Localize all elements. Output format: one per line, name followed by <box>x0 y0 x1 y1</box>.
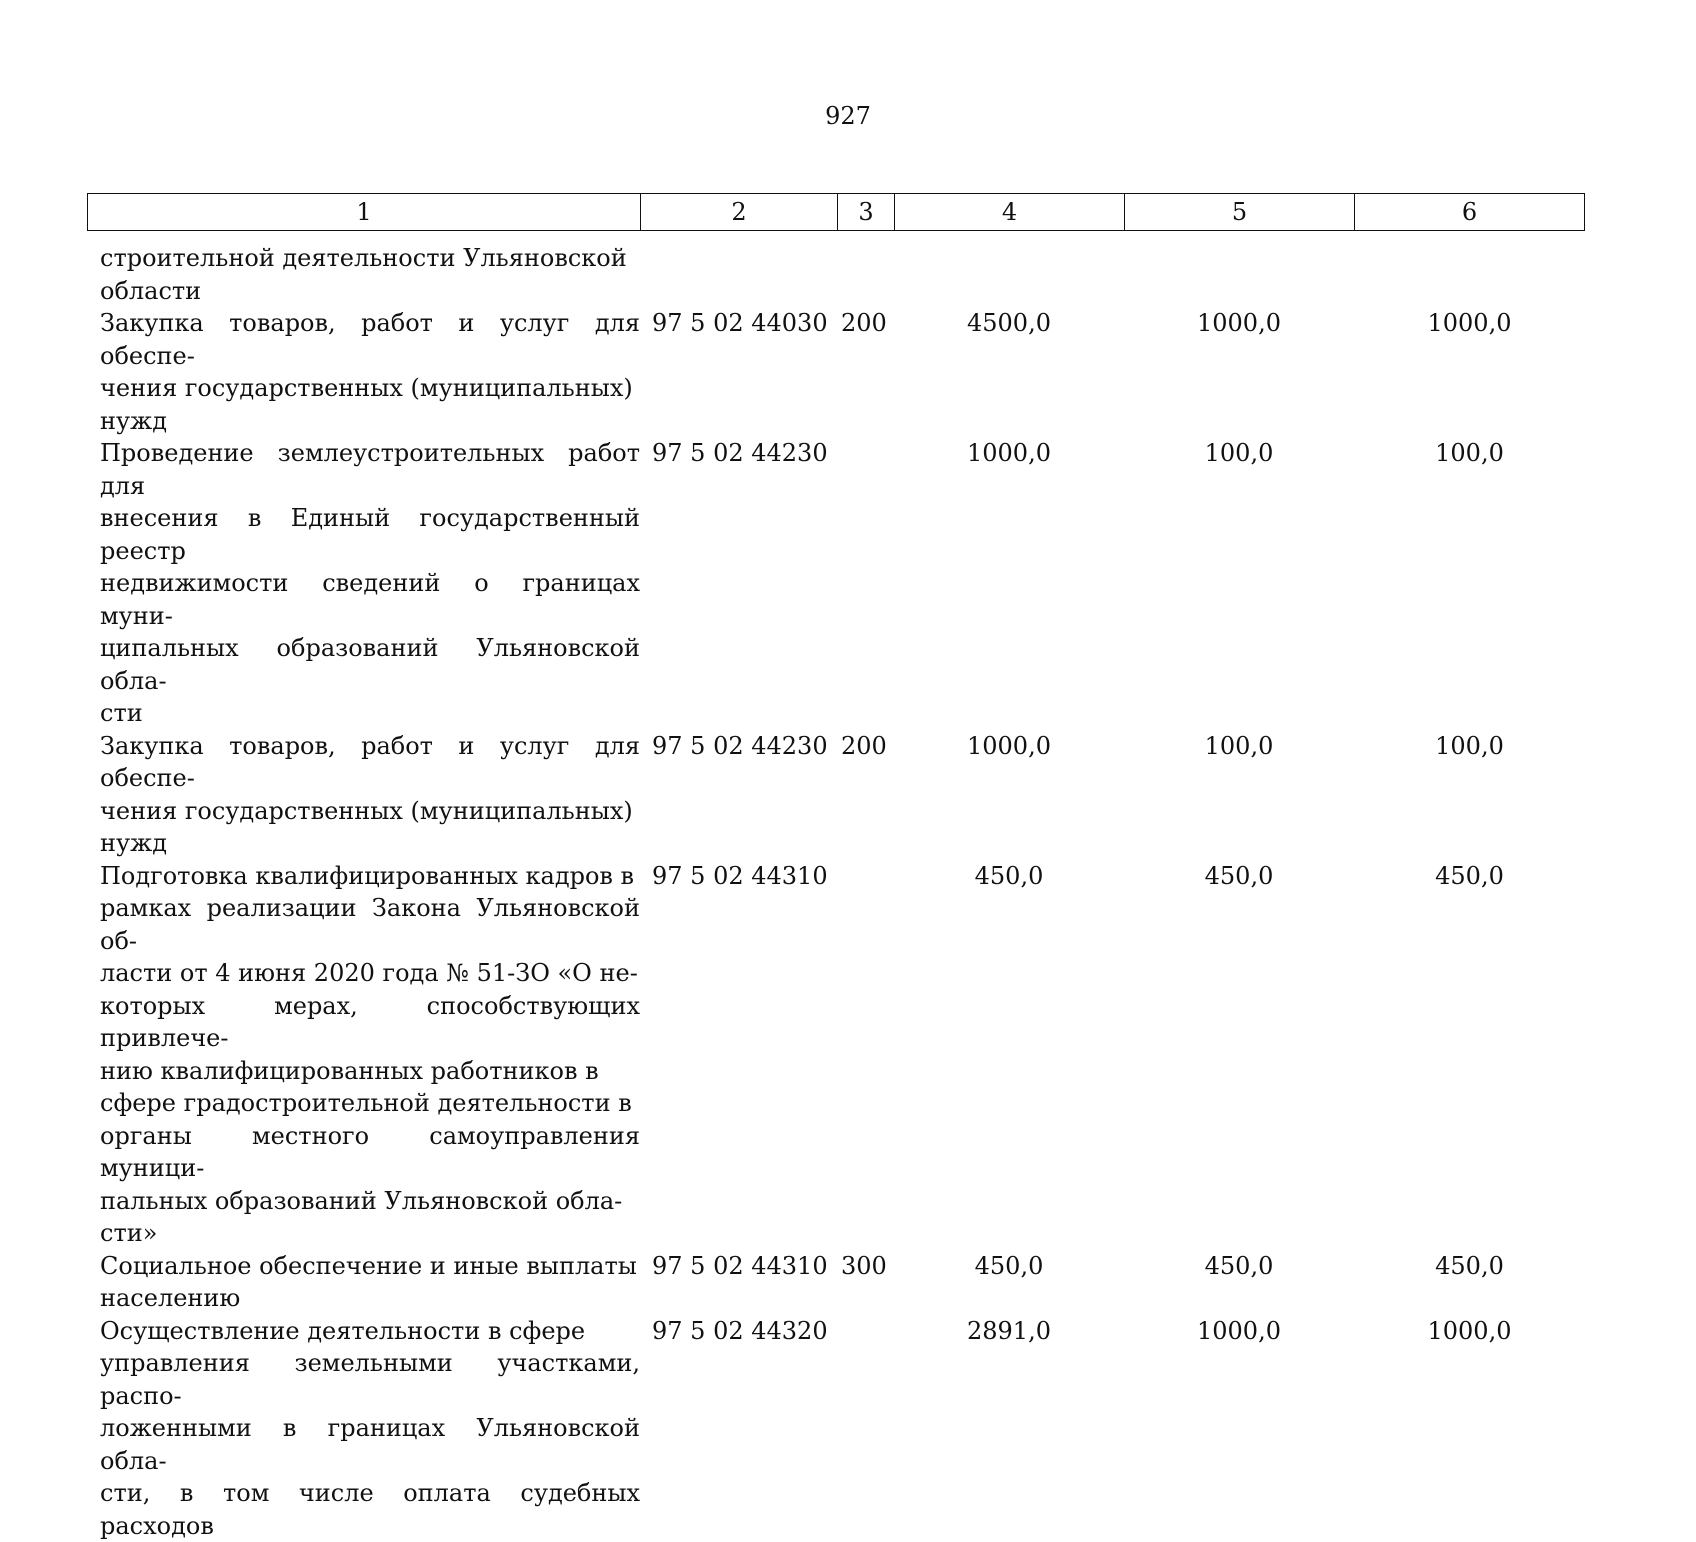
header-col-3: 3 <box>838 194 895 230</box>
row-value-5: 100,0 <box>1124 730 1354 860</box>
row-code: 97 5 02 44320 <box>640 1315 837 1542</box>
row-value-4 <box>894 242 1124 307</box>
row-kind <box>837 860 894 1250</box>
row-value-5: 1000,0 <box>1124 1315 1354 1542</box>
row-value-4: 450,0 <box>894 1250 1124 1315</box>
row-value-6: 1000,0 <box>1354 307 1585 437</box>
row-value-6 <box>1354 242 1585 307</box>
row-value-5: 450,0 <box>1124 860 1354 1250</box>
header-col-4: 4 <box>895 194 1125 230</box>
row-kind: 200 <box>837 730 894 860</box>
row-code: 97 5 02 44030 <box>640 307 837 437</box>
table-row <box>100 242 1585 307</box>
row-description: Закупка товаров, работ и услуг для обеспе- чения государственных (муниципальных) нужд <box>100 730 640 860</box>
row-value-5: 100,0 <box>1124 437 1354 730</box>
row-kind <box>837 1315 894 1542</box>
row-value-6: 100,0 <box>1354 437 1585 730</box>
row-value-4: 1000,0 <box>894 437 1124 730</box>
table-row <box>100 860 1585 1250</box>
row-value-4: 2891,0 <box>894 1315 1124 1542</box>
row-code: 97 5 02 44310 <box>640 1250 837 1315</box>
row-value-5: 1000,0 <box>1124 307 1354 437</box>
table-row <box>100 307 1585 437</box>
row-kind: 300 <box>837 1250 894 1315</box>
row-code <box>640 242 837 307</box>
row-code: 97 5 02 44230 <box>640 730 837 860</box>
row-value-6: 100,0 <box>1354 730 1585 860</box>
row-description: Закупка товаров, работ и услуг для обеспе- чения государственных (муниципальных) нужд <box>100 307 640 437</box>
page-number: 927 <box>0 102 1696 130</box>
table-row <box>100 1315 1585 1542</box>
header-col-5: 5 <box>1125 194 1355 230</box>
table-row <box>100 437 1585 730</box>
header-col-2: 2 <box>641 194 838 230</box>
row-kind <box>837 437 894 730</box>
row-value-6: 1000,0 <box>1354 1315 1585 1542</box>
row-description: Подготовка квалифицированных кадров в рамках реализации Закона Ульяновской об- ласти от 4 июня 2020 года № 51-ЗО «О не- которых мерах, способствующих привлече- нию квалифицированных работников в сфере градостроительной деятельности в органы местного самоуправления муници- пальных образований Ульяновской обла- сти» <box>100 860 640 1250</box>
header-col-1: 1 <box>88 194 641 230</box>
row-description: Проведение землеустроительных работ для внесения в Единый государственный реестр недвижимости сведений о границах муни- ципальных образований Ульяновской обла- сти <box>100 437 640 730</box>
row-code: 97 5 02 44310 <box>640 860 837 1250</box>
row-description: строительной деятельности Ульяновской области <box>100 242 640 307</box>
row-value-6: 450,0 <box>1354 860 1585 1250</box>
row-description: Осуществление деятельности в сфере управления земельными участками, распо- ложенными в границах Ульяновской обла- сти, в том числе оплата судебных расходов <box>100 1315 640 1542</box>
row-code: 97 5 02 44230 <box>640 437 837 730</box>
row-value-4: 450,0 <box>894 860 1124 1250</box>
row-kind: 200 <box>837 307 894 437</box>
row-kind <box>837 242 894 307</box>
table-body <box>100 242 1585 1542</box>
row-value-5: 450,0 <box>1124 1250 1354 1315</box>
row-value-5 <box>1124 242 1354 307</box>
row-value-4: 1000,0 <box>894 730 1124 860</box>
table-row <box>100 730 1585 860</box>
header-col-6: 6 <box>1355 194 1584 230</box>
table-row <box>100 1250 1585 1315</box>
table-header <box>87 193 1585 231</box>
row-value-6: 450,0 <box>1354 1250 1585 1315</box>
row-description: Социальное обеспечение и иные выплаты населению <box>100 1250 640 1315</box>
row-value-4: 4500,0 <box>894 307 1124 437</box>
